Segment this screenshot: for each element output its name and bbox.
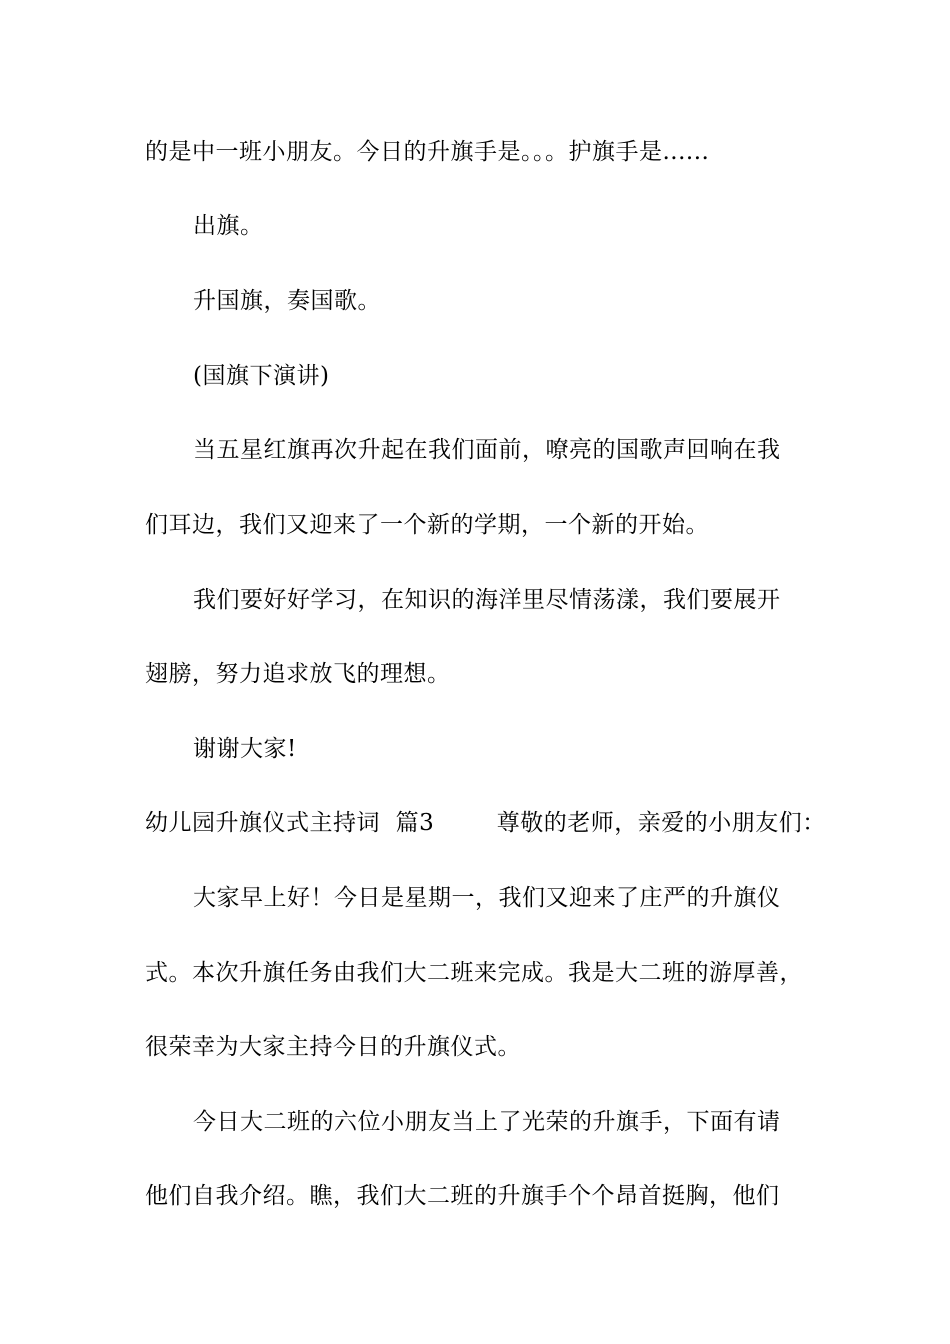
paragraph-line: 今日大二班的六位小朋友当上了光荣的升旗手，下面有请 <box>193 1109 781 1135</box>
paragraph-line: 大家早上好！今日是星期一，我们又迎来了庄严的升旗仪 <box>193 885 781 911</box>
paragraph-line: 很荣幸为大家主持今日的升旗仪式。 <box>145 1034 521 1060</box>
paragraph-line: (国旗下演讲) <box>193 363 330 389</box>
paragraph-line: 当五星红旗再次升起在我们面前，嘹亮的国歌声回响在我 <box>193 437 781 463</box>
paragraph-line: 谢谢大家! <box>193 736 297 762</box>
section-heading: 幼儿园升旗仪式主持词 篇3 尊敬的老师，亲爱的小朋友们： <box>145 810 826 836</box>
paragraph-line: 的是中一班小朋友。今日的升旗手是。。。护旗手是...... <box>145 139 710 165</box>
paragraph-line: 式。本次升旗任务由我们大二班来完成。我是大二班的游厚善， <box>145 960 803 986</box>
paragraph-line: 们耳边，我们又迎来了一个新的学期，一个新的开始。 <box>145 512 709 538</box>
paragraph-line: 翅膀，努力追求放飞的理想。 <box>145 661 451 687</box>
paragraph-line: 他们自我介绍。瞧，我们大二班的升旗手个个昂首挺胸，他们 <box>145 1183 780 1209</box>
paragraph-line: 升国旗，奏国歌。 <box>193 288 381 314</box>
paragraph-line: 我们要好好学习，在知识的海洋里尽情荡漾，我们要展开 <box>193 587 781 613</box>
paragraph-line: 出旗。 <box>193 213 264 239</box>
